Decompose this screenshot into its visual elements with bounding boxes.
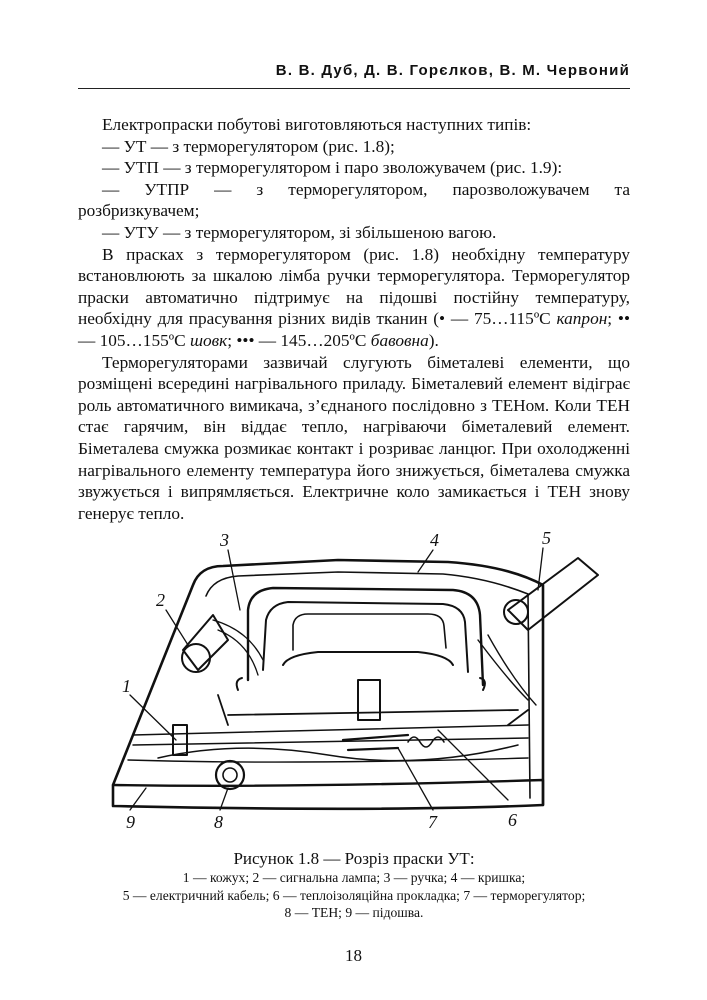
- power-cable: [508, 558, 598, 630]
- leader-1: [130, 695, 176, 740]
- handle-grip: [283, 652, 453, 665]
- type-item-utp: — УТП — з терморегулятором і паро зволожувачем (рис. 1.9):: [102, 158, 563, 178]
- thermostat-spring: [408, 737, 444, 747]
- thermostat-text-a: В прасках з терморегулятором (рис. 1.8) необхідну температуру встановлюють за шкалою лімба ручки терморегулятора. Терморегулятор праски автоматично підтримує на підошві постійну температуру, необхідну для прасування різних видів тканин (• — 75…115ºС: [78, 244, 630, 329]
- handle-window: [293, 614, 446, 650]
- label-5: 5: [542, 530, 551, 548]
- label-8: 8: [214, 812, 223, 832]
- types-intro: Електропраски побутові виготовляються наступних типів:: [102, 115, 532, 134]
- label-7: 7: [428, 812, 437, 832]
- iron-diagram: [88, 530, 608, 840]
- handle-hook-left: [237, 678, 242, 690]
- sole-plate: [113, 780, 543, 805]
- fabric-nylon: капрон: [556, 309, 608, 329]
- caption-legend-line-2: 5 — електричний кабель; 6 — теплоізоляційна прокладка; 7 — терморегулятор;: [122, 887, 586, 903]
- bimetal-paragraph: Терморегуляторами зазвичай слугують біметалеві елементи, що розміщені всередині нагрівального приладу. Біметалевий елемент відіграє роль автоматичного вимикача, з’єднаного послідовно з ТЕНом. Коли ТЕН стає гарячим, він віддає тепло, нагріваючи біметалевий елемент. Біметалева смужка розмикає контакт і розриває ланцюг. При охолодженні нагрівального елементу температура його знижується, біметалева смужка звужується і випрямляється. Електричне коло замикається і ТЕН знову генерує тепло.: [78, 352, 630, 523]
- running-header-authors: В. В. Дуб, Д. В. Горєлков, В. М. Червоний: [275, 62, 630, 79]
- label-6: 6: [508, 810, 517, 830]
- fabric-silk: шовк: [189, 330, 228, 350]
- thermostat-text-d: ).: [428, 330, 439, 350]
- insulation-pad: [133, 725, 528, 745]
- thermostat-text-c: ; ••• — 145…205ºС: [227, 330, 371, 350]
- leader-2: [166, 610, 188, 645]
- leader-3: [228, 550, 240, 610]
- label-4: 4: [430, 530, 439, 550]
- thermostat-shaft: [358, 680, 380, 720]
- label-2: 2: [156, 590, 165, 610]
- fabric-cotton: бавовна: [370, 330, 429, 350]
- iron-cross-section-figure: [88, 530, 608, 840]
- type-item-utu: — УТУ — з терморегулятором, зі збільшеною вагою.: [102, 222, 497, 242]
- label-1: 1: [122, 676, 131, 696]
- iron-housing: [113, 560, 543, 809]
- type-item-utpr: — УТПР — з терморегулятором, парозволожувачем та розбризкувачем;: [78, 179, 630, 221]
- caption-legend-line-3: 8 — ТЕН; 9 — підошва.: [284, 905, 424, 920]
- page-number: 18: [345, 946, 362, 965]
- figure-caption: [78, 848, 630, 922]
- cable-wires: [478, 635, 536, 705]
- thermostat-paragraph: [78, 244, 630, 352]
- heater-channel: [158, 745, 518, 761]
- body-text: [78, 114, 630, 524]
- caption-legend-line-1: 1 — кожух; 2 — сигнальна лампа; 3 — ручка; 4 — кришка;: [182, 870, 526, 885]
- cover-inner-line: [206, 572, 530, 798]
- leader-7: [398, 748, 433, 810]
- label-9: 9: [126, 812, 135, 832]
- header-divider: [78, 88, 630, 89]
- caption-title: Рисунок 1.8 — Розріз праски УТ:: [233, 849, 475, 868]
- label-3: 3: [220, 530, 229, 550]
- thermostat-text-b: ; •• — 105…155ºС: [78, 309, 630, 350]
- heater-element-core: [223, 768, 237, 782]
- leader-6: [438, 730, 508, 800]
- type-item-ut: — УТ — з терморегулятором (рис. 1.8);: [102, 136, 395, 156]
